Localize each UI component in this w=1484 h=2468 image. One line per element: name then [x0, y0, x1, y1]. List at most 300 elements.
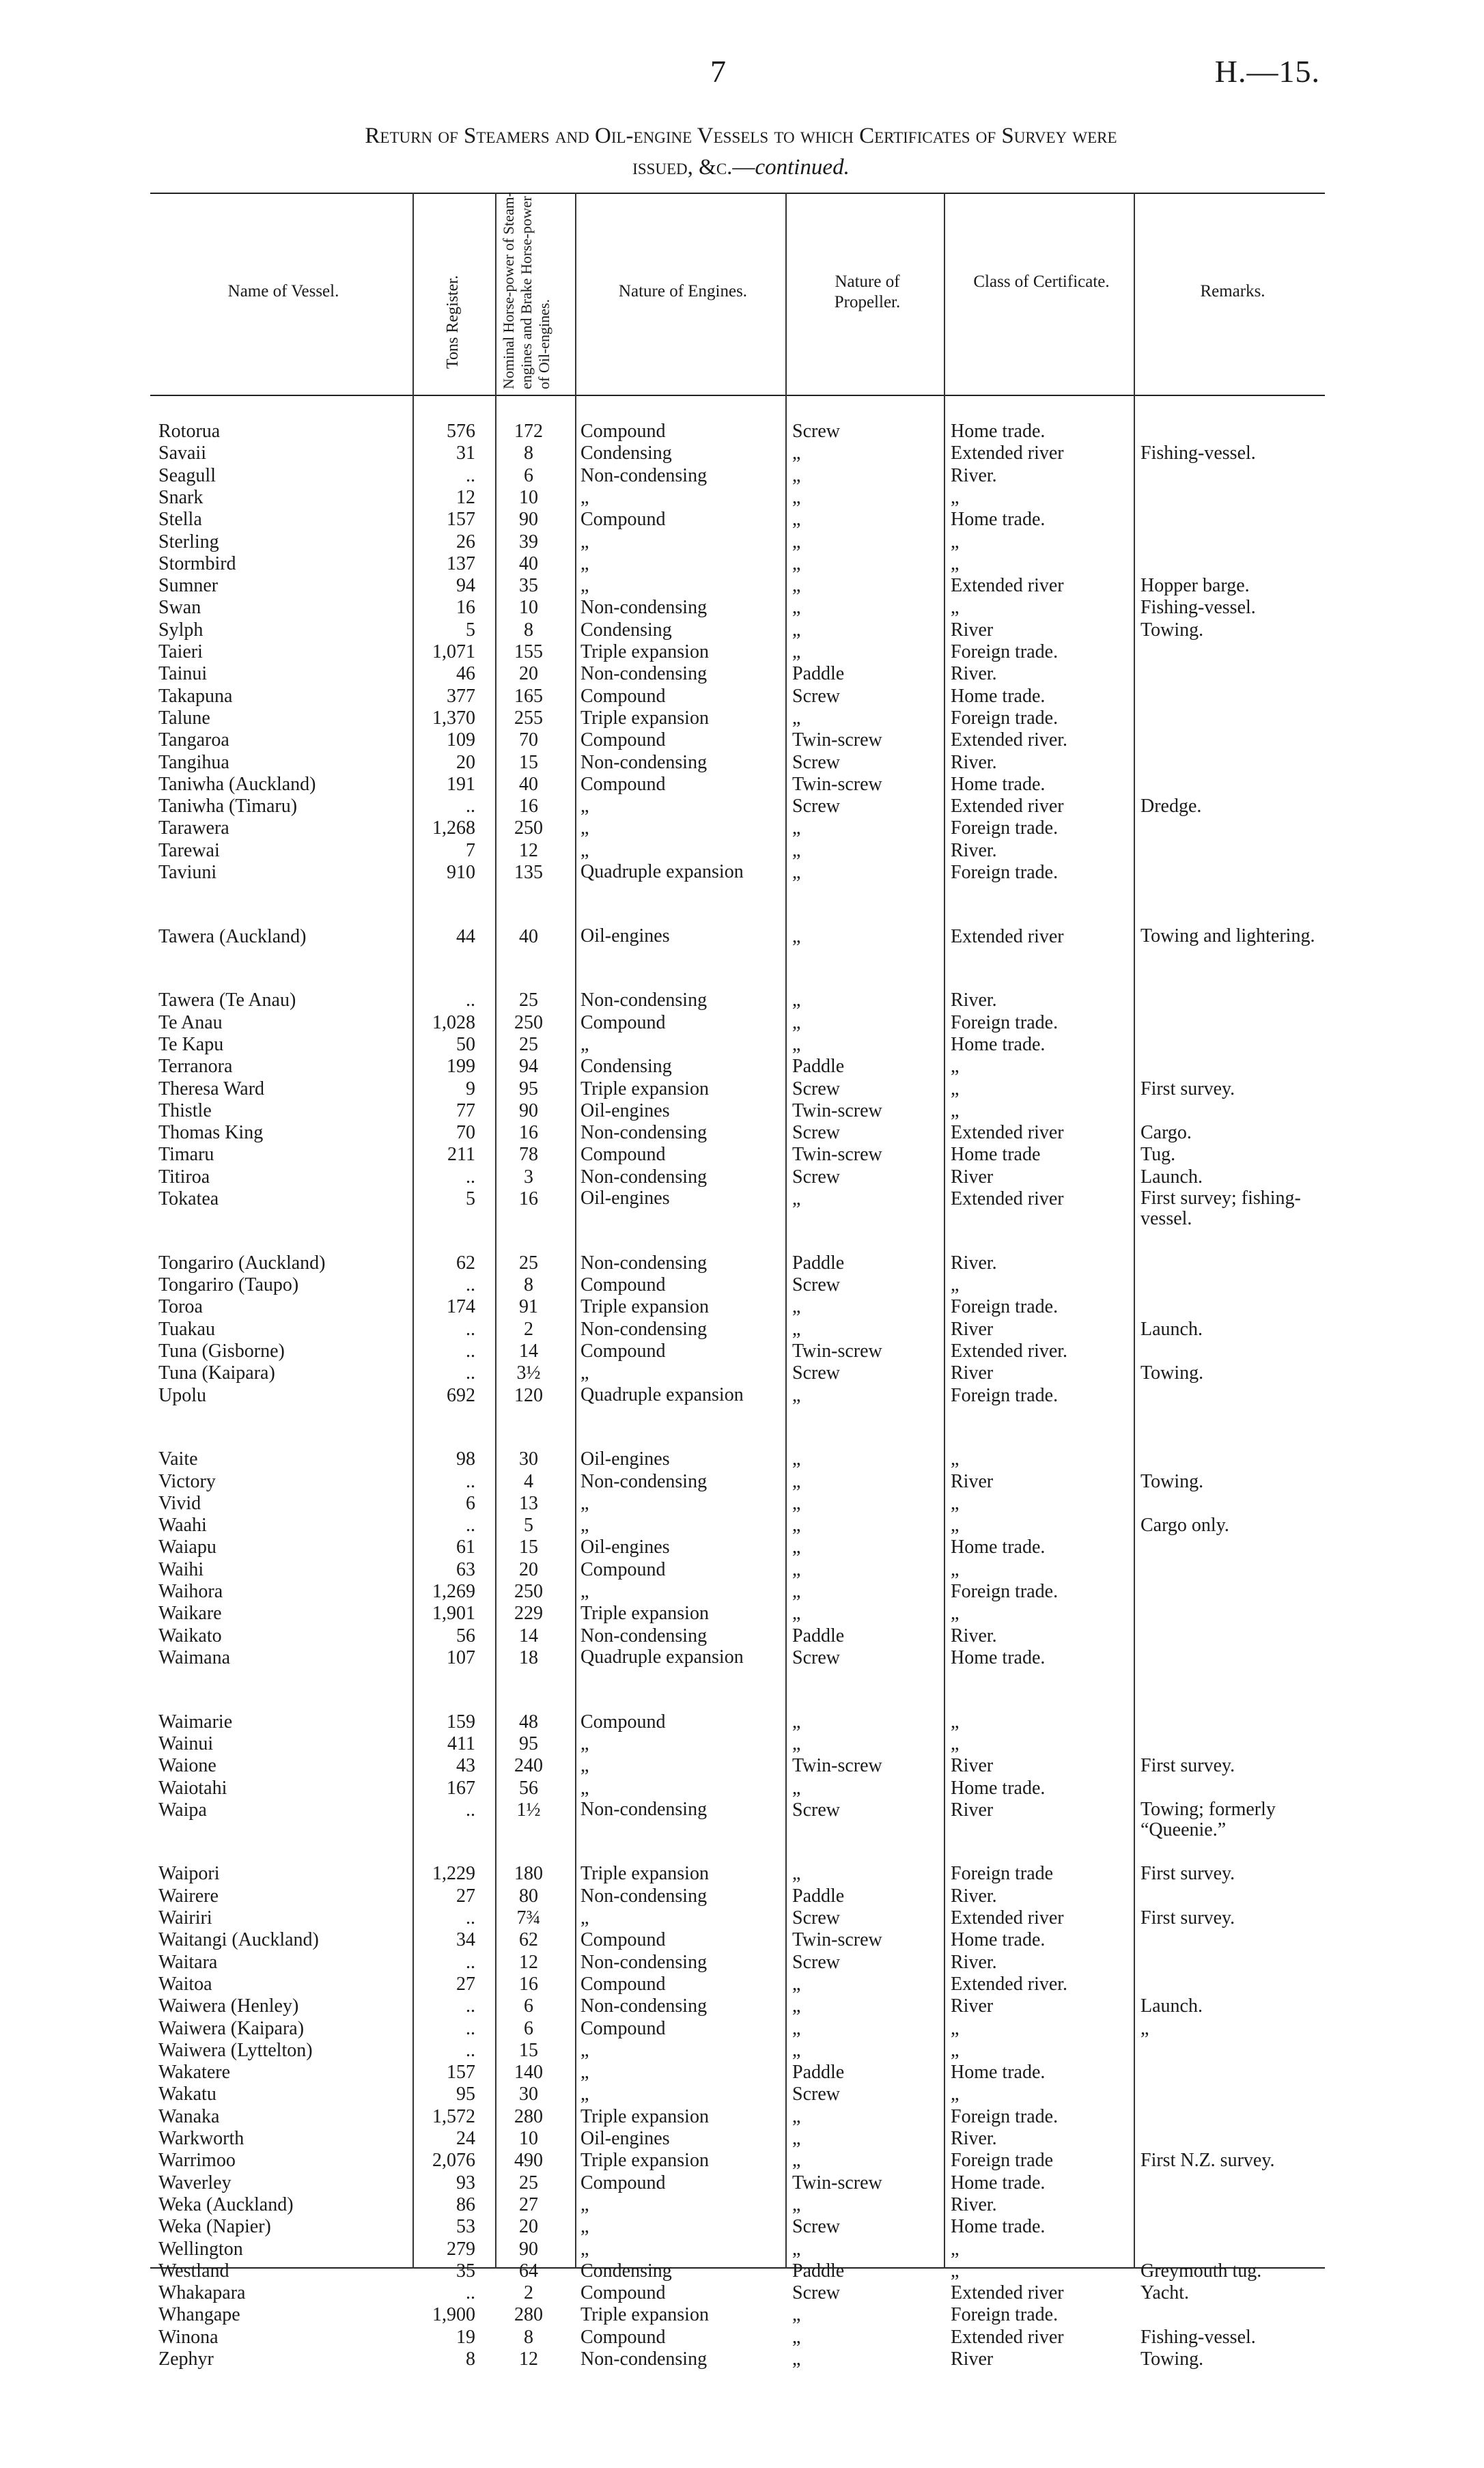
engine-type: Non-condensing: [580, 1995, 708, 2017]
table-row: [0, 2304, 1484, 2326]
remarks: Launch.: [1140, 1995, 1203, 2017]
certificate-class: Home trade.: [951, 509, 1046, 531]
vessel-name: Whakapara: [158, 2282, 246, 2304]
title-line-2-text: issued, &c.—: [632, 155, 755, 180]
tons-register: 191: [447, 773, 475, 795]
certificate-class: „: [951, 1448, 960, 1470]
tons-register: 19: [456, 2326, 475, 2348]
certificate-class: „: [951, 1711, 960, 1733]
horse-power: 15: [519, 1537, 538, 1558]
header-tons: Tons Register.: [444, 275, 462, 369]
tons-register: 5: [466, 619, 475, 641]
remarks: „: [1140, 2017, 1149, 2039]
propeller-type: Screw: [792, 1122, 840, 1144]
vessel-name: Wainui: [158, 1733, 214, 1754]
title-line-2: [123, 152, 1359, 183]
vessel-name: Takapuna: [158, 685, 233, 707]
vessel-name: Upolu: [158, 1384, 206, 1406]
table-row: [0, 1515, 1484, 1537]
engine-type: „: [580, 817, 589, 839]
tons-register: ..: [466, 1907, 475, 1929]
certificate-class: „: [951, 2084, 960, 2105]
vessel-name: Toroa: [158, 1296, 203, 1318]
engine-type: Non-condensing: [580, 1166, 708, 1188]
vessel-name: Taieri: [158, 641, 203, 662]
table-row: [0, 531, 1484, 553]
engine-type: „: [580, 1033, 589, 1055]
propeller-type: „: [792, 1733, 801, 1754]
vessel-name: Tarawera: [158, 817, 229, 839]
horse-power: 95: [519, 1733, 538, 1754]
certificate-class: River.: [951, 839, 997, 861]
vessel-name: Waiotahi: [158, 1777, 227, 1799]
engine-type: Compound: [580, 2326, 666, 2348]
vessel-name: Waiwera (Kaipara): [158, 2017, 305, 2039]
propeller-type: „: [792, 817, 801, 839]
propeller-type: „: [792, 2150, 801, 2172]
engine-type: Triple expansion: [580, 1863, 709, 1885]
horse-power: 2: [524, 2282, 533, 2304]
horse-power: 48: [519, 1711, 538, 1733]
table-row: [0, 796, 1484, 817]
horse-power: 25: [519, 990, 538, 1011]
propeller-type: „: [792, 1448, 801, 1470]
propeller-type: „: [792, 2326, 801, 2348]
propeller-type: „: [792, 509, 801, 531]
engine-type: Compound: [580, 1711, 666, 1733]
horse-power: 64: [519, 2260, 538, 2282]
table-row: [0, 2239, 1484, 2260]
tons-register: 26: [456, 531, 475, 552]
table-row: [0, 2150, 1484, 2172]
certificate-class: Extended river: [951, 925, 1064, 947]
tons-register: 53: [456, 2216, 475, 2238]
vessel-name: Thomas King: [158, 1122, 264, 1144]
certificate-class: „: [951, 2017, 960, 2039]
horse-power: 16: [519, 1973, 538, 1995]
horse-power: 35: [519, 575, 538, 597]
horse-power: 2: [524, 1318, 533, 1340]
table-row: [0, 1252, 1484, 1274]
horse-power: 5: [524, 1515, 533, 1537]
vessel-name: Tuna (Gisborne): [158, 1340, 285, 1362]
tons-register: 44: [456, 925, 475, 947]
horse-power: 250: [514, 1581, 543, 1602]
vessel-name: Zephyr: [158, 2348, 214, 2370]
propeller-type: „: [792, 1711, 801, 1733]
engine-type: Oil-engines: [580, 925, 670, 946]
vessel-name: Waimana: [158, 1646, 231, 1668]
certificate-class: Extended river: [951, 2282, 1064, 2304]
vessel-name: Tangaroa: [158, 729, 229, 751]
engine-type: Non-condensing: [580, 1252, 708, 1274]
vessel-name: Wairiri: [158, 1907, 212, 1929]
tons-register: ..: [466, 1318, 475, 1340]
certificate-class: „: [951, 2260, 960, 2282]
certificate-class: River.: [951, 1951, 997, 1973]
remarks: Towing.: [1140, 619, 1204, 641]
horse-power: 12: [519, 2348, 538, 2370]
vessel-name: Taniwha (Timaru): [158, 796, 298, 817]
table-row: [0, 1319, 1484, 1341]
engine-type: Quadruple expansion: [580, 861, 744, 882]
table-row: [0, 509, 1484, 531]
table-row: [0, 1034, 1484, 1056]
certificate-class: Extended river.: [951, 1973, 1068, 1995]
vessel-name: Waipa: [158, 1799, 207, 1821]
tons-register: 93: [456, 2172, 475, 2193]
certificate-class: Foreign trade.: [951, 817, 1059, 839]
table-row: [0, 1603, 1484, 1625]
certificate-class: Foreign trade.: [951, 1384, 1059, 1406]
certificate-class: Foreign trade.: [951, 1581, 1059, 1602]
propeller-type: Screw: [792, 751, 840, 773]
table-row: [0, 641, 1484, 663]
remarks: First survey; fishing-vessel.: [1140, 1188, 1301, 1229]
certificate-class: River.: [951, 1625, 997, 1646]
engine-type: „: [580, 1362, 589, 1384]
horse-power: 70: [519, 729, 538, 751]
table-row: [0, 2172, 1484, 2194]
remarks: First survey.: [1140, 1078, 1235, 1099]
certificate-class: River: [951, 1995, 994, 2017]
table-row: [0, 1907, 1484, 1929]
vessel-name: Waione: [158, 1755, 216, 1777]
tons-register: 279: [447, 2238, 475, 2260]
certificate-class: „: [951, 1078, 960, 1099]
table-row: [0, 1581, 1484, 1603]
propeller-type: „: [792, 443, 801, 464]
vessel-name: Wairere: [158, 1885, 219, 1907]
horse-power: 165: [514, 685, 543, 707]
horse-power: 4: [524, 1470, 533, 1492]
horse-power: 229: [514, 1603, 543, 1625]
propeller-type: „: [792, 1581, 801, 1602]
tons-register: 8: [466, 2348, 475, 2370]
vessel-name: Warkworth: [158, 2128, 244, 2149]
certificate-class: Home trade.: [951, 421, 1046, 442]
table-row: [0, 1537, 1484, 1558]
remarks: Towing and lightering.: [1140, 925, 1315, 946]
table-row: [0, 1952, 1484, 1974]
tons-register: 56: [456, 1625, 475, 1646]
tons-register: 46: [456, 663, 475, 685]
horse-power: 40: [519, 552, 538, 574]
propeller-type: „: [792, 1318, 801, 1340]
horse-power: 40: [519, 773, 538, 795]
certificate-class: River.: [951, 751, 997, 773]
certificate-class: „: [951, 1603, 960, 1625]
engine-type: Compound: [580, 1929, 666, 1951]
tons-register: 34: [456, 1929, 475, 1951]
tons-register: ..: [466, 2017, 475, 2039]
propeller-type: Screw: [792, 1951, 840, 1973]
tons-register: 62: [456, 1252, 475, 1274]
remarks: Cargo only.: [1140, 1515, 1229, 1537]
certificate-class: Home trade.: [951, 1777, 1046, 1799]
horse-power: 20: [519, 1558, 538, 1580]
vessel-name: Waiapu: [158, 1537, 216, 1558]
tons-register: 1,370: [432, 707, 475, 729]
certificate-class: Foreign trade.: [951, 707, 1059, 729]
table-row: [0, 1012, 1484, 1034]
engine-type: „: [580, 1777, 589, 1799]
header-class: Class of Certificate.: [973, 272, 1110, 291]
vessel-name: Tongariro (Taupo): [158, 1274, 299, 1295]
tons-register: 95: [456, 2084, 475, 2105]
certificate-class: Extended river.: [951, 729, 1068, 751]
tons-register: 1,071: [432, 641, 475, 662]
table-row: [0, 1448, 1484, 1470]
engine-type: „: [580, 839, 589, 861]
remarks: Fishing-vessel.: [1140, 2326, 1256, 2348]
remarks: First N.Z. survey.: [1140, 2150, 1275, 2172]
certificate-class: „: [951, 1733, 960, 1754]
vessel-name: Talune: [158, 707, 210, 729]
engine-type: „: [580, 1733, 589, 1754]
propeller-type: „: [792, 1537, 801, 1558]
horse-power: 78: [519, 1144, 538, 1166]
tons-register: 94: [456, 575, 475, 597]
vessel-name: Sterling: [158, 531, 219, 552]
header-propeller: Nature of Propeller.: [834, 272, 901, 311]
table-row: [0, 1929, 1484, 1951]
certificate-class: River.: [951, 990, 997, 1011]
vessel-name: Tuna (Kaipara): [158, 1362, 275, 1384]
engine-type: Triple expansion: [580, 2304, 709, 2326]
vessel-name: Vaite: [158, 1448, 198, 1470]
table-row: [0, 686, 1484, 707]
horse-power: 16: [519, 1122, 538, 1144]
propeller-type: Paddle: [792, 2260, 845, 2282]
propeller-type: Twin-screw: [792, 1929, 882, 1951]
remarks: Towing; formerly “Queenie.”: [1140, 1798, 1276, 1840]
tons-register: 5: [466, 1188, 475, 1209]
engine-type: Compound: [580, 1558, 666, 1580]
engine-type: Compound: [580, 729, 666, 751]
table-row: [0, 1362, 1484, 1384]
horse-power: 90: [519, 1099, 538, 1121]
vessel-name: Westland: [158, 2260, 229, 2282]
certificate-class: Foreign trade.: [951, 2105, 1059, 2127]
engine-type: „: [580, 1581, 589, 1602]
propeller-type: Twin-screw: [792, 1755, 882, 1777]
engine-type: Oil-engines: [580, 1099, 670, 1121]
propeller-type: „: [792, 2193, 801, 2215]
vessel-name: Stormbird: [158, 552, 236, 574]
engine-type: „: [580, 486, 589, 508]
tons-register: 1,269: [432, 1581, 475, 1602]
vessel-name: Tuakau: [158, 1318, 215, 1340]
certificate-class: „: [951, 1056, 960, 1078]
certificate-class: Home trade.: [951, 1537, 1046, 1558]
propeller-type: „: [792, 1558, 801, 1580]
tons-register: 2,076: [432, 2150, 475, 2172]
table-row: [0, 1647, 1484, 1669]
horse-power: 6: [524, 2017, 533, 2039]
horse-power: 18: [519, 1646, 538, 1668]
vessel-name: Tokatea: [158, 1188, 219, 1209]
table-row: [0, 2018, 1484, 2040]
horse-power: 280: [514, 2304, 543, 2326]
header-remarks: Remarks.: [1200, 282, 1265, 300]
engine-type: Triple expansion: [580, 1603, 709, 1625]
propeller-type: „: [792, 1515, 801, 1537]
vessel-name: Waitangi (Auckland): [158, 1929, 319, 1951]
tons-register: ..: [466, 2282, 475, 2304]
horse-power: 94: [519, 1056, 538, 1078]
certificate-class: River: [951, 1799, 994, 1821]
certificate-class: „: [951, 1492, 960, 1514]
engine-type: Compound: [580, 2282, 666, 2304]
engine-type: „: [580, 2062, 589, 2084]
certificate-class: Home trade: [951, 1144, 1041, 1166]
horse-power: 20: [519, 2216, 538, 2238]
certificate-class: Extended river: [951, 1188, 1064, 1209]
vessel-name: Swan: [158, 597, 201, 619]
vessel-name: Taniwha (Auckland): [158, 773, 316, 795]
propeller-type: „: [792, 1188, 801, 1209]
horse-power: 10: [519, 597, 538, 619]
propeller-type: „: [792, 925, 801, 947]
propeller-type: Twin-screw: [792, 1099, 882, 1121]
table-row: [0, 1385, 1484, 1407]
propeller-type: Screw: [792, 1274, 840, 1295]
vessel-name: Waitara: [158, 1951, 218, 1973]
table-row: [0, 707, 1484, 729]
tons-register: ..: [466, 1470, 475, 1492]
horse-power: 240: [514, 1755, 543, 1777]
propeller-type: „: [792, 2304, 801, 2326]
vessel-name: Snark: [158, 486, 204, 508]
tons-register: 63: [456, 1558, 475, 1580]
horse-power: 490: [514, 2150, 543, 2172]
header-horse-power: Nominal Horse-power of Steam-engines and Brake Horse-power of Oil-engines.: [500, 192, 552, 389]
table-row: [0, 1493, 1484, 1515]
certificate-class: River.: [951, 2193, 997, 2215]
table-row: [0, 926, 1484, 948]
vessel-name: Stella: [158, 509, 202, 531]
propeller-type: „: [792, 575, 801, 597]
certificate-class: „: [951, 1099, 960, 1121]
header-bottom-rule: [150, 395, 1325, 396]
engine-type: Non-condensing: [580, 1798, 708, 1820]
horse-power: 62: [519, 1929, 538, 1951]
certificate-class: Extended river: [951, 796, 1064, 817]
propeller-type: Paddle: [792, 1885, 845, 1907]
engine-type: Oil-engines: [580, 1188, 670, 1209]
tons-register: 35: [456, 2260, 475, 2282]
vessel-name: Tainui: [158, 663, 208, 685]
horse-power: 180: [514, 1863, 543, 1885]
certificate-class: Extended river: [951, 443, 1064, 464]
table-row: [0, 1056, 1484, 1078]
propeller-type: Paddle: [792, 1056, 845, 1078]
propeller-type: „: [792, 1296, 801, 1318]
engine-type: Triple expansion: [580, 2150, 709, 2172]
engine-type: Non-condensing: [580, 751, 708, 773]
horse-power: 10: [519, 486, 538, 508]
table-row: [0, 1974, 1484, 1995]
engine-type: Non-condensing: [580, 663, 708, 685]
horse-power: 6: [524, 464, 533, 486]
vessel-name: Warrimoo: [158, 2150, 236, 2172]
vessel-name: Waipori: [158, 1863, 220, 1885]
engine-type: „: [580, 2084, 589, 2105]
certificate-class: River: [951, 1318, 994, 1340]
propeller-type: „: [792, 1492, 801, 1514]
vessel-name: Waihi: [158, 1558, 204, 1580]
engine-type: „: [580, 531, 589, 552]
engine-type: „: [580, 796, 589, 817]
horse-power: 56: [519, 1777, 538, 1799]
vessel-name: Savaii: [158, 443, 206, 464]
vessel-name: Waimarie: [158, 1711, 233, 1733]
engine-type: Triple expansion: [580, 1078, 709, 1099]
vessel-name: Winona: [158, 2326, 219, 2348]
title-line-1: Return of Steamers and Oil-engine Vessels to which Certificates of Survey were: [365, 124, 1117, 148]
propeller-type: „: [792, 839, 801, 861]
certificate-class: River: [951, 1755, 994, 1777]
page-reference: H.—15.: [1214, 54, 1320, 89]
horse-power: 30: [519, 2084, 538, 2105]
horse-power: 1½: [516, 1799, 541, 1821]
remarks: Fishing-vessel.: [1140, 443, 1256, 464]
certificate-class: Home trade.: [951, 2216, 1046, 2238]
horse-power: 12: [519, 1951, 538, 1973]
vessel-name: Tongariro (Auckland): [158, 1252, 326, 1274]
table-row: [0, 2216, 1484, 2238]
engine-type: Triple expansion: [580, 1296, 709, 1318]
certificate-class: Foreign trade.: [951, 1296, 1059, 1318]
certificate-class: Home trade.: [951, 2172, 1046, 2193]
certificate-class: „: [951, 486, 960, 508]
engine-type: Non-condensing: [580, 1625, 708, 1646]
certificate-class: Foreign trade: [951, 2150, 1054, 2172]
engine-type: Compound: [580, 1973, 666, 1995]
engine-type: Triple expansion: [580, 707, 709, 729]
horse-power: 255: [514, 707, 543, 729]
table-row: [0, 840, 1484, 862]
engine-type: Non-condensing: [580, 1885, 708, 1907]
propeller-type: Screw: [792, 1799, 840, 1821]
engine-type: Quadruple expansion: [580, 1646, 744, 1668]
propeller-type: Screw: [792, 1646, 840, 1668]
vessel-name: Seagull: [158, 464, 216, 486]
table-row: [0, 1733, 1484, 1755]
vessel-name: Waverley: [158, 2172, 232, 2193]
vessel-name: Waahi: [158, 1515, 207, 1537]
table-row: [0, 1078, 1484, 1100]
horse-power: 30: [519, 1448, 538, 1470]
propeller-type: „: [792, 619, 801, 641]
table-row: [0, 465, 1484, 487]
horse-power: 16: [519, 1188, 538, 1209]
tons-register: 16: [456, 597, 475, 619]
certificate-class: Extended river.: [951, 1340, 1068, 1362]
engine-type: Compound: [580, 773, 666, 795]
certificate-class: Foreign trade.: [951, 2304, 1059, 2326]
tons-register: 159: [447, 1711, 475, 1733]
horse-power: 155: [514, 641, 543, 662]
engine-type: Triple expansion: [580, 2105, 709, 2127]
certificate-class: Home trade.: [951, 1929, 1046, 1951]
table-row: [0, 2128, 1484, 2150]
engine-type: Oil-engines: [580, 1448, 670, 1470]
table-row: [0, 990, 1484, 1011]
propeller-type: Screw: [792, 2084, 840, 2105]
propeller-type: „: [792, 707, 801, 729]
